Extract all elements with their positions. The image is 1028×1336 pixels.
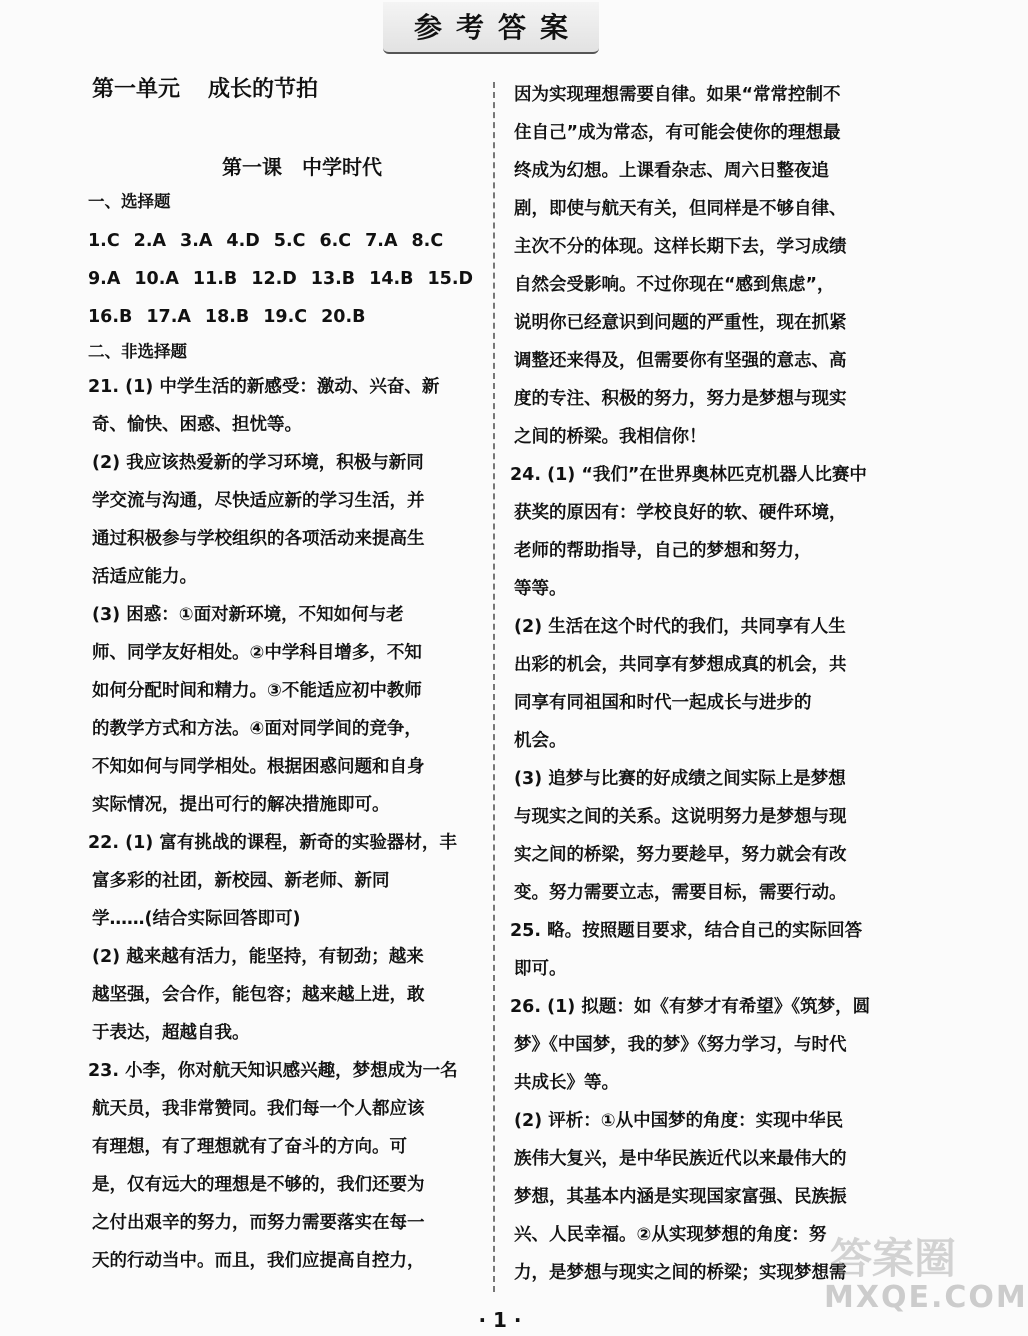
text-line: 与现实之间的关系。这说明努力是梦想与现 — [514, 807, 847, 827]
text-line: 终成为幻想。上课看杂志、周六日整夜追 — [514, 161, 829, 181]
text-line: 同享有同祖国和时代一起成长与进步的 — [514, 693, 812, 713]
text-line: (2) 我应该热爱新的学习环境，积极与新同 — [92, 453, 424, 473]
text-line: 21. (1) 中学生活的新感受：激动、兴奋、新 — [88, 377, 440, 397]
text-line: 机会。 — [514, 731, 567, 751]
mc-answer: 11.B — [192, 269, 238, 289]
mc-answer: 4.D — [226, 231, 260, 251]
text-line: 富多彩的社团，新校园、新老师、新同 — [92, 871, 390, 891]
text-line: 不知如何与同学相处。根据困惑问题和自身 — [92, 757, 425, 777]
mc-answer: 10.A — [134, 269, 179, 289]
text-line: 的教学方式和方法。④面对同学间的竞争， — [92, 719, 422, 739]
text-line: 实际情况，提出可行的解决措施即可。 — [92, 795, 390, 815]
mc-answer: 7.A — [365, 231, 398, 251]
text-line: (2) 越来越有活力，能坚持，有韧劲；越来 — [92, 947, 424, 967]
unit-heading — [92, 72, 472, 103]
text-line: 即可。 — [514, 959, 567, 979]
text-line: 于表达，超越自我。 — [92, 1023, 250, 1043]
text-line: 是，仅有远大的理想是不够的，我们还要为 — [92, 1175, 425, 1195]
left-answer-text — [88, 368, 472, 1280]
text-line: 如何分配时间和精力。③不能适应初中教师 — [92, 681, 422, 701]
text-line: (3) 困惑：①面对新环境，不知如何与老 — [92, 605, 404, 625]
page-number: · 1 · — [478, 1308, 522, 1332]
section-multiple-choice: 一、选择题 — [88, 192, 171, 211]
mc-answer: 6.C — [319, 231, 352, 251]
text-line: 梦想，其基本内涵是实现国家富强、民族振 — [514, 1187, 847, 1207]
unit-label: 第一单元 — [92, 77, 181, 102]
mc-answer: 5.C — [273, 231, 306, 251]
mc-answer: 14.B — [369, 269, 414, 289]
watermark-url: MXQE.COM — [824, 1280, 1028, 1315]
text-line: 剧，即使与航天有关，但同样是不够自律、 — [514, 199, 847, 219]
mc-row — [88, 260, 472, 298]
text-line: 有理想，有了理想就有了奋斗的方向。可 — [92, 1137, 407, 1157]
text-line: 力，是梦想与现实之间的桥梁；实现梦想需 — [514, 1263, 847, 1283]
column-divider — [493, 82, 496, 1292]
mc-answers — [88, 222, 474, 336]
text-line: (2) 评析：①从中国梦的角度：实现中华民 — [514, 1111, 844, 1131]
text-line: 23. 小李，你对航天知识感兴趣，梦想成为一名 — [88, 1061, 458, 1081]
mc-answer: 2.A — [133, 231, 167, 251]
mc-answer: 1.C — [88, 231, 120, 251]
mc-answer: 13.B — [310, 269, 356, 289]
text-line: 越坚强，会合作，能包容；越来越上进，敢 — [92, 985, 425, 1005]
text-line: 梦》《中国梦，我的梦》《努力学习，与时代 — [514, 1035, 847, 1055]
text-line: 获奖的原因有：学校良好的软、硬件环境， — [514, 503, 847, 523]
mc-answer: 9.A — [88, 269, 121, 289]
unit-title: 成长的节拍 — [208, 77, 319, 102]
left-column — [88, 72, 474, 1280]
right-column — [510, 76, 894, 1292]
text-line: 等等。 — [514, 579, 567, 599]
text-line: 变。努力需要立志，需要目标，需要行动。 — [514, 883, 847, 903]
text-line: 活适应能力。 — [92, 567, 197, 587]
mc-answer: 3.A — [180, 231, 213, 251]
text-line: 老师的帮助指导，自己的梦想和努力， — [514, 541, 812, 561]
text-line: (3) 追梦与比赛的好成绩之间实际上是梦想 — [514, 769, 846, 789]
text-line: 22. (1) 富有挑战的课程，新奇的实验器材，丰 — [88, 833, 457, 853]
text-line: 因为实现理想需要自律。如果“常常控制不 — [514, 85, 841, 105]
section-non-multiple-choice: 二、非选择题 — [88, 342, 187, 361]
text-line: 实之间的桥梁，努力要趁早，努力就会有改 — [514, 845, 847, 865]
mc-answer: 16.B — [88, 307, 133, 327]
text-line: 26. (1) 拟题：如《有梦才有希望》《筑梦，圆 — [510, 997, 871, 1017]
text-line: 师、同学友好相处。②中学科目增多，不知 — [92, 643, 422, 663]
mc-row — [88, 222, 472, 260]
text-line: 航天员，我非常赞同。我们每一个人都应该 — [92, 1099, 425, 1119]
mc-answer: 8.C — [411, 231, 444, 251]
mc-row — [88, 298, 472, 336]
watermark-cn: 答案圈 — [830, 1234, 957, 1283]
mc-answer: 18.B — [204, 307, 250, 327]
mc-answer: 17.A — [146, 307, 191, 327]
watermark-logo — [820, 1222, 1028, 1322]
text-line: 24. (1) “我们”在世界奥林匹克机器人比赛中 — [510, 465, 867, 485]
text-line: 住自己”成为常态，有可能会使你的理想最 — [514, 123, 841, 143]
text-line: 调整还来得及，但需要你有坚强的意志、高 — [514, 351, 847, 371]
text-line: 出彩的机会，共同享有梦想成真的机会，共 — [514, 655, 847, 675]
text-line: 之间的桥梁。我相信你！ — [514, 427, 707, 447]
text-line: 说明你已经意识到问题的严重性，现在抓紧 — [514, 313, 847, 333]
text-line: 主次不分的体现。这样长期下去，学习成绩 — [514, 237, 847, 257]
mc-answer: 12.D — [251, 269, 297, 289]
lesson-title: 第一课 中学时代 — [222, 155, 382, 179]
text-line: 学交流与沟通，尽快适应新的学习生活，并 — [92, 491, 425, 511]
mc-answer: 15.D — [427, 269, 474, 289]
text-line: (2) 生活在这个时代的我们，共同享有人生 — [514, 617, 846, 637]
text-line: 25. 略。按照题目要求，结合自己的实际回答 — [510, 921, 863, 941]
text-line: 之付出艰辛的努力，而努力需要落实在每一 — [92, 1213, 425, 1233]
text-line: 共成长》等。 — [514, 1073, 619, 1093]
header-banner — [383, 2, 599, 54]
text-line: 兴、人民幸福。②从实现梦想的角度：努 — [514, 1225, 827, 1245]
mc-answer: 20.B — [321, 307, 366, 327]
right-answer-text — [510, 76, 894, 1292]
mc-answer: 19.C — [263, 307, 308, 327]
text-line: 度的专注、积极的努力，努力是梦想与现实 — [514, 389, 847, 409]
page-header-title: 参考答案 — [413, 11, 582, 44]
text-line: 自然会受影响。不过你现在“感到焦虑”， — [514, 275, 835, 295]
text-line: 族伟大复兴，是中华民族近代以来最伟大的 — [514, 1149, 847, 1169]
text-line: 学……(结合实际回答即可) — [92, 909, 301, 929]
text-line: 天的行动当中。而且，我们应提高自控力， — [92, 1251, 425, 1271]
text-line: 奇、愉快、困惑、担忧等。 — [92, 415, 302, 435]
text-line: 通过积极参与学校组织的各项活动来提高生 — [92, 529, 425, 549]
